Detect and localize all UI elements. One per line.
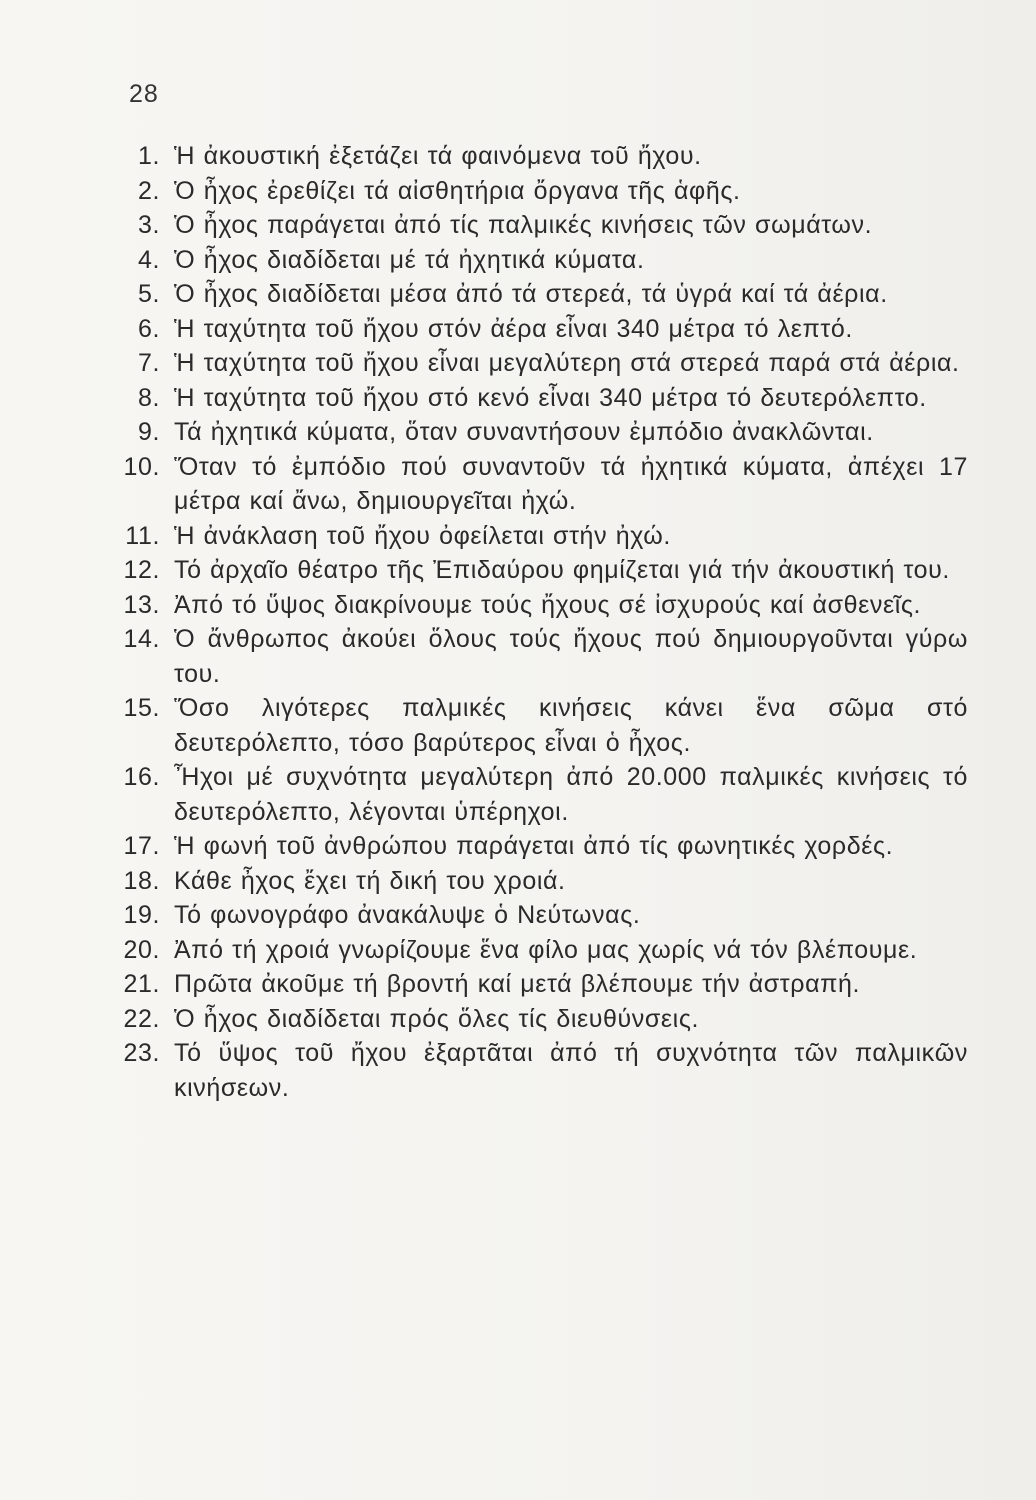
list-item [108, 588, 968, 623]
list-item [108, 346, 968, 381]
item-text: Ὅταν τό ἐμπόδιο πού συναντοῦν τά ἠχητικά κύματα, ἀπέχει 17 μέτρα καί ἄνω, δημιουργεῖται ἠχώ. [174, 452, 968, 515]
item-number: 19. [123, 901, 160, 929]
item-number: 11. [125, 521, 160, 550]
item-text: Πρῶτα ἀκοῦμε τή βροντή καί μετά βλέπουμε τήν ἀστραπή. [174, 970, 861, 998]
item-number: 2. [137, 176, 160, 205]
item-number: 15. [123, 694, 160, 722]
item-text: Ὁ ἦχος παράγεται ἀπό τίς παλμικές κινήσεις τῶν σωμάτων. [174, 211, 873, 239]
list-item [108, 933, 968, 968]
item-number: 6. [137, 314, 160, 343]
item-text: Ἀπό τή χροιά γνωρίζουμε ἕνα φίλο μας χωρίς νά τόν βλέπουμε. [174, 935, 918, 964]
item-number: 9. [137, 418, 160, 446]
item-number: 21. [123, 970, 160, 998]
list-item [108, 415, 968, 450]
item-number: 1. [137, 142, 160, 170]
item-text: Ὁ ἄνθρωπος ἀκούει ὅλους τούς ἤχους πού δημιουργοῦνται γύρω του. [174, 625, 968, 688]
item-number: 18. [123, 866, 160, 895]
list-item [108, 519, 968, 554]
list-item [108, 829, 968, 864]
item-number: 8. [137, 383, 160, 412]
item-number: 10. [123, 452, 160, 481]
list-item [108, 139, 968, 174]
page-number: 28 [129, 80, 159, 108]
item-text: Ἡ φωνή τοῦ ἀνθρώπου παράγεται ἀπό τίς φωνητικές χορδές. [174, 832, 894, 860]
item-number: 3. [137, 211, 160, 239]
item-number: 20. [123, 935, 160, 964]
list-item [108, 864, 968, 899]
item-number: 12. [123, 556, 160, 584]
item-text: Ἡ ταχύτητα τοῦ ἤχου στόν ἀέρα εἶναι 340 μέτρα τό λεπτό. [174, 314, 853, 343]
list-item [108, 312, 968, 347]
list-item [108, 450, 968, 519]
item-number: 17. [123, 832, 160, 860]
item-text: Ὁ ἦχος ἐρεθίζει τά αἰσθητήρια ὄργανα τῆς ἁφῆς. [174, 176, 741, 205]
item-text: Τό ὕψος τοῦ ἤχου ἐξαρτᾶται ἀπό τή συχνότητα τῶν παλμικῶν κινήσεων. [174, 1039, 968, 1102]
item-text: Ἡ ταχύτητα τοῦ ἤχου στό κενό εἶναι 340 μέτρα τό δευτερόλεπτο. [174, 383, 927, 412]
list-item [108, 208, 968, 243]
list-item [108, 691, 968, 760]
item-text: Κάθε ἦχος ἔχει τή δική του χροιά. [174, 866, 566, 895]
item-number: 5. [137, 280, 160, 308]
item-text: Ὁ ἦχος διαδίδεται μέ τά ἠχητικά κύματα. [174, 245, 645, 274]
item-text: Ἦχοι μέ συχνότητα μεγαλύτερη ἀπό 20.000 παλμικές κινήσεις τό δευτερόλεπτο, λέγονται ὑπέρηχοι. [174, 763, 968, 826]
item-text: Ἀπό τό ὕψος διακρίνουμε τούς ἤχους σέ ἰσχυρούς καί ἀσθενεῖς. [174, 590, 922, 619]
item-number: 14. [123, 625, 160, 653]
item-text: Ὅσο λιγότερες παλμικές κινήσεις κάνει ἕνα σῶμα στό δευτερόλεπτο, τόσο βαρύτερος εἶναι ὁ ἦχος. [174, 694, 968, 757]
list-item [108, 277, 968, 312]
list-item [108, 553, 968, 588]
item-number: 4. [137, 245, 160, 274]
item-text: Τά ἠχητικά κύματα, ὅταν συναντήσουν ἐμπόδιο ἀνακλῶνται. [174, 418, 874, 446]
item-text: Ὁ ἦχος διαδίδεται πρός ὅλες τίς διευθύνσεις. [174, 1004, 700, 1033]
list-item [108, 622, 968, 691]
statement-list [108, 139, 968, 1105]
item-text: Ἡ ταχύτητα τοῦ ἤχου εἶναι μεγαλύτερη στά στερεά παρά στά ἀέρια. [174, 349, 960, 377]
item-text: Ὁ ἦχος διαδίδεται μέσα ἀπό τά στερεά, τά ὑγρά καί τά ἀέρια. [174, 280, 888, 308]
item-number: 16. [123, 763, 160, 791]
item-number: 22. [123, 1004, 160, 1033]
list-item [108, 381, 968, 416]
list-item [108, 174, 968, 209]
list-item [108, 760, 968, 829]
list-item [108, 1002, 968, 1037]
list-item [108, 898, 968, 933]
item-text: Τό φωνογράφο ἀνακάλυψε ὁ Νεύτωνας. [174, 901, 641, 929]
list-item [108, 1036, 968, 1105]
item-text: Ἡ ἀνάκλαση τοῦ ἤχου ὀφείλεται στήν ἠχώ. [174, 521, 671, 550]
list-item [108, 967, 968, 1002]
item-number: 7. [137, 349, 160, 377]
item-text: Τό ἀρχαῖο θέατρο τῆς Ἐπιδαύρου φημίζεται γιά τήν ἀκουστική του. [174, 556, 950, 584]
list-item [108, 243, 968, 278]
item-text: Ἡ ἀκουστική ἐξετάζει τά φαινόμενα τοῦ ἤχου. [174, 142, 702, 170]
item-number: 13. [123, 590, 160, 619]
item-number: 23. [123, 1039, 160, 1067]
